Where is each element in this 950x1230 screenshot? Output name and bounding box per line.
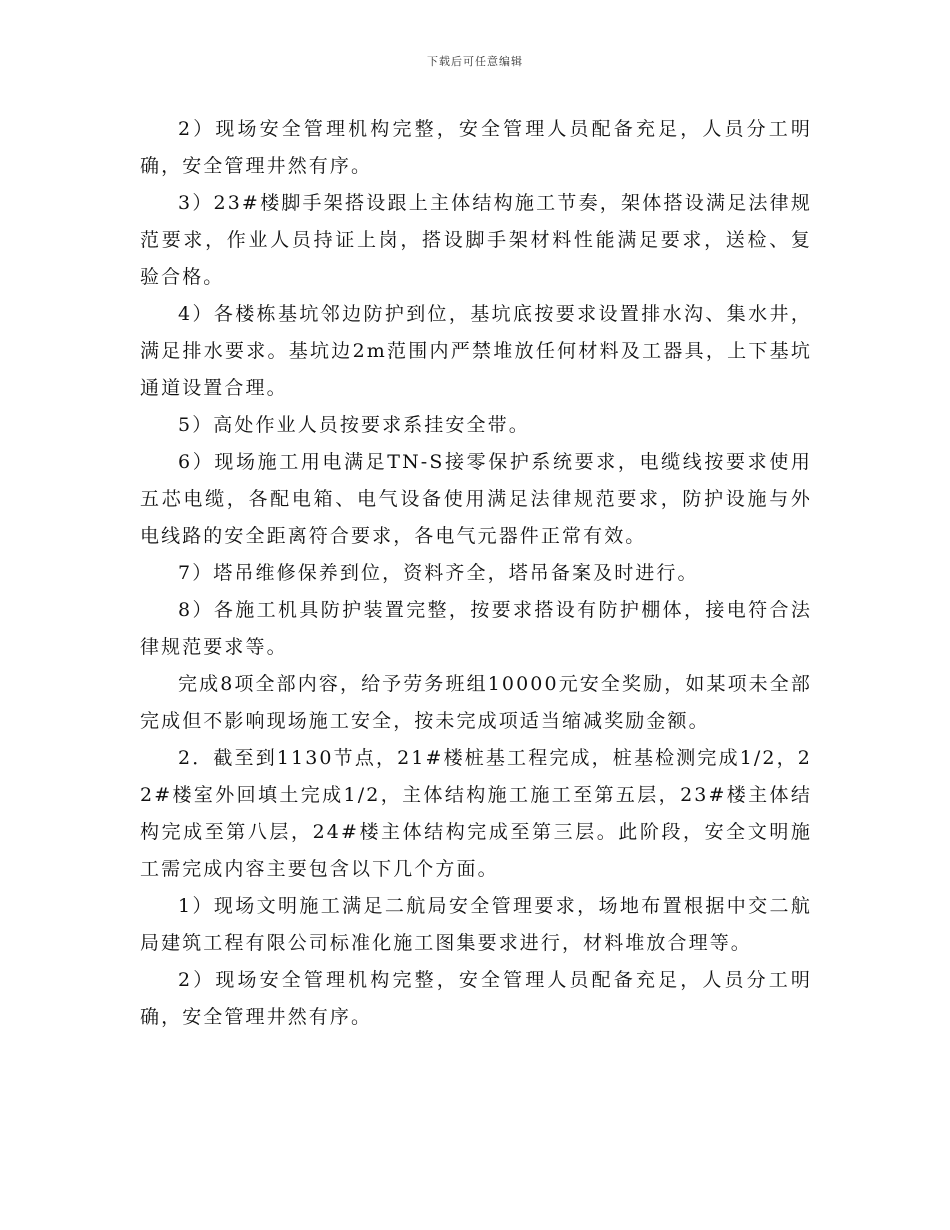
paragraph-item-7: 7）塔吊维修保养到位，资料齐全，塔吊备案及时进行。 [178, 562, 699, 584]
document-body [140, 111, 812, 1036]
paragraph-item-5: 5）高处作业人员按要求系挂安全带。 [178, 414, 530, 436]
paragraph-item-3: 3）23#楼脚手架搭设跟上主体结构施工节奏，架体搭设满足法律规范要求，作业人员持证上岗，搭设脚手架材料性能满足要求，送检、复验合格。 [140, 192, 812, 288]
paragraph-section2-item-2: 2）现场安全管理机构完整，安全管理人员配备充足，人员分工明确，安全管理井然有序。 [140, 969, 812, 1028]
paragraph-item-2: 2）现场安全管理机构完整，安全管理人员配备充足，人员分工明确，安全管理井然有序。 [140, 118, 812, 177]
paragraph-item-4: 4）各楼栋基坑邻边防护到位，基坑底按要求设置排水沟、集水井，满足排水要求。基坑边2m范围内严禁堆放任何材料及工器具，上下基坑通道设置合理。 [140, 303, 812, 399]
paragraph-reward-note: 完成8项全部内容，给予劳务班组10000元安全奖励，如某项未全部完成但不影响现场施工安全，按未完成项适当缩减奖励金额。 [140, 673, 812, 732]
paragraph-item-8: 8）各施工机具防护装置完整，按要求搭设有防护棚体，接电符合法律规范要求等。 [140, 599, 812, 658]
paragraph-section-2: 2．截至到1130节点，21#楼桩基工程完成，桩基检测完成1/2，22#楼室外回填土完成1/2，主体结构施工施工至第五层，23#楼主体结构完成至第八层，24#楼主体结构完成至第三层。此阶段，安全文明施工需完成内容主要包含以下几个方面。 [140, 747, 812, 880]
page-header: 下载后可任意编辑 [427, 55, 523, 68]
paragraph-section2-item-1: 1）现场文明施工满足二航局安全管理要求，场地布置根据中交二航局建筑工程有限公司标准化施工图集要求进行，材料堆放合理等。 [140, 895, 812, 954]
paragraph-item-6: 6）现场施工用电满足TN-S接零保护系统要求，电缆线按要求使用五芯电缆，各配电箱、电气设备使用满足法律规范要求，防护设施与外电线路的安全距离符合要求，各电气元器件正常有效。 [140, 451, 812, 547]
